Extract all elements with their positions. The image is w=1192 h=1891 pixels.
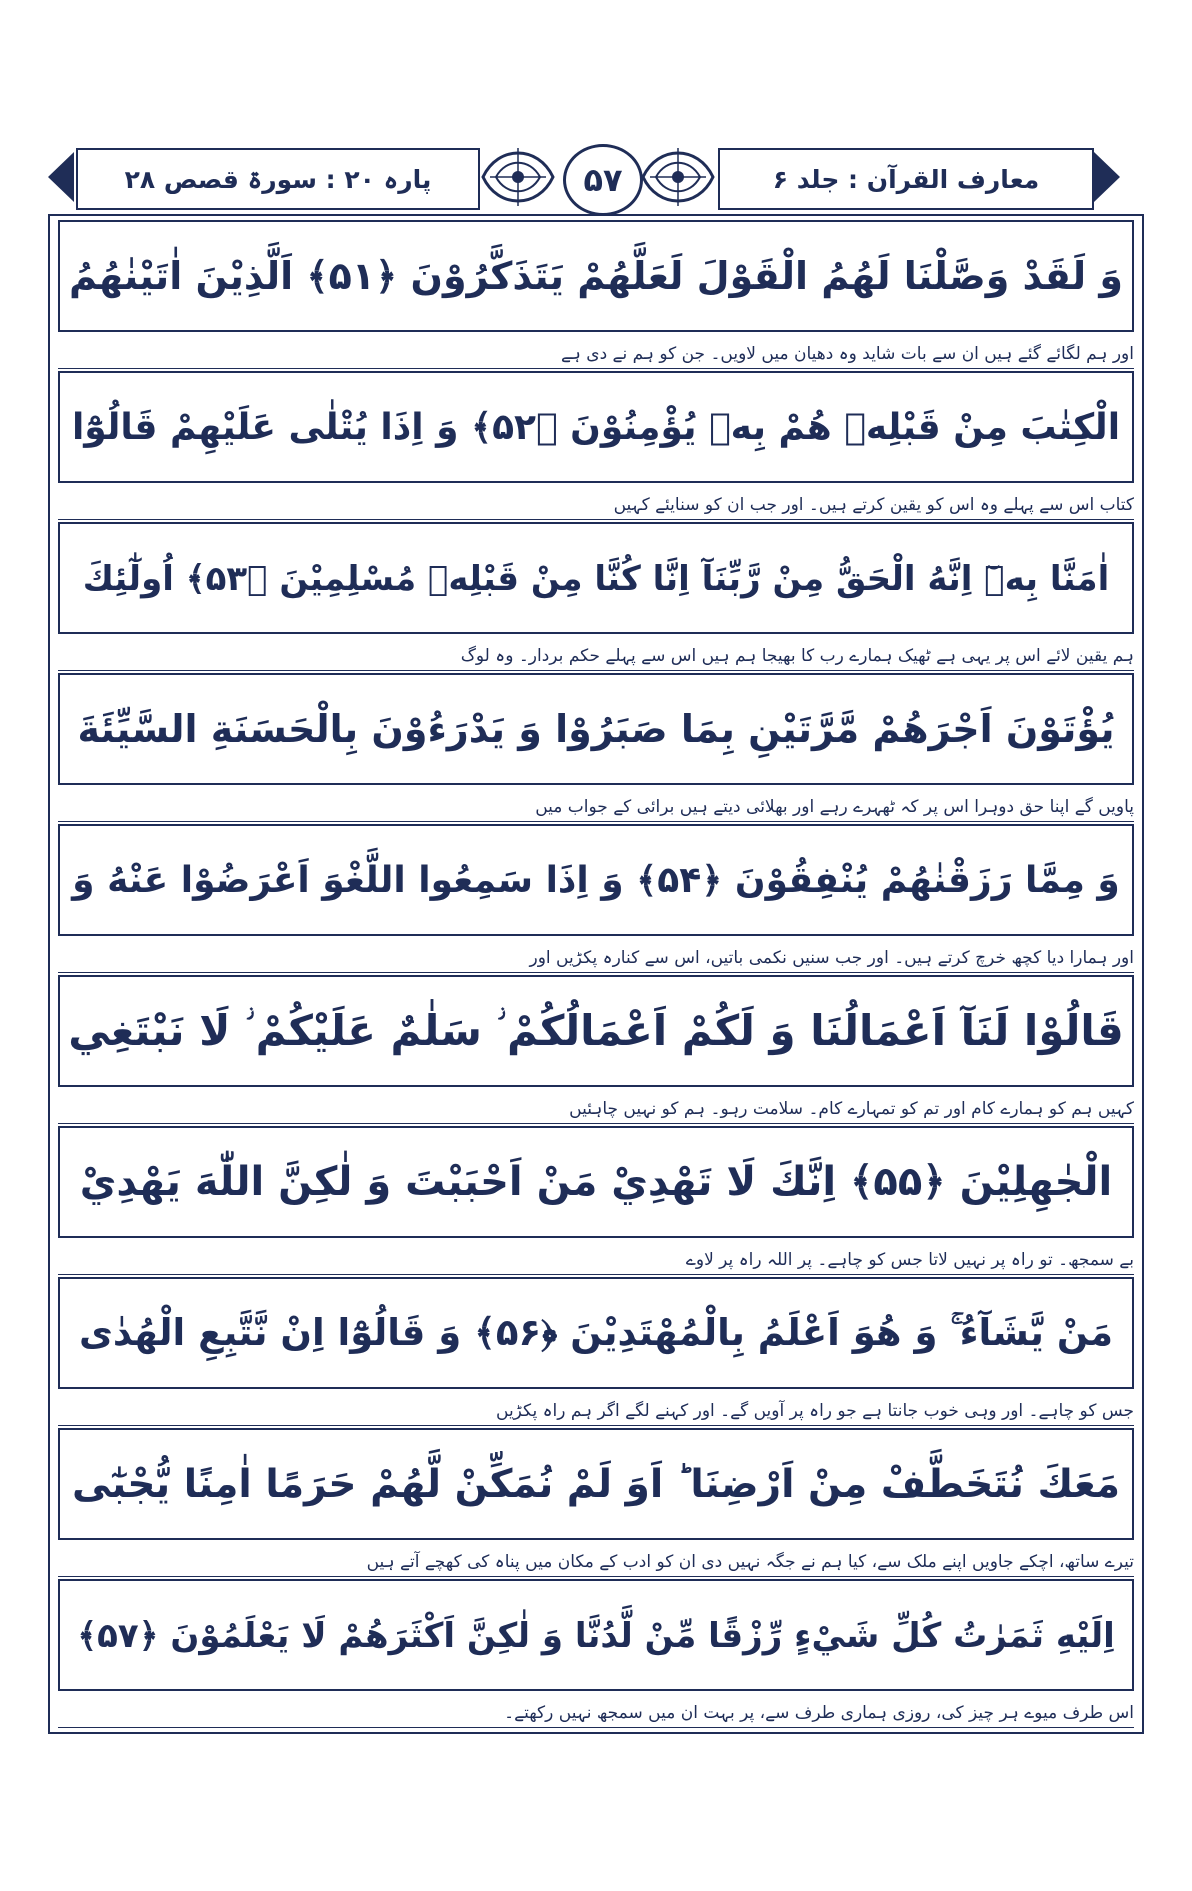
arabic-verse-line: مَنْ يَّشَآءُ ۚ وَ هُوَ اَعْلَمُ بِالْمُهْتَدِيْنَ ﴿۵۶﴾ وَ قَالُوْٓا اِنْ نَّتَّبِعِ الْهُدٰى — [58, 1277, 1134, 1389]
arabic-verse-line: قَالُوْا لَنَآ اَعْمَالُنَا وَ لَكُمْ اَعْمَالُكُمْ ؗ سَلٰمٌ عَلَيْكُمْ ؗ لَا نَبْتَغِي — [58, 975, 1134, 1087]
header-arrow-right — [1094, 152, 1120, 202]
arabic-verse-line: وَ لَقَدْ وَصَّلْنَا لَهُمُ الْقَوْلَ لَعَلَّهُمْ يَتَذَكَّرُوْنَ ﴿۵۱﴾ اَلَّذِيْنَ اٰتَيْنٰهُمُ — [58, 220, 1134, 332]
urdu-translation-line: اور ہمارا دیا کچھ خرچ کرتے ہیں۔ اور جب سنیں نکمی باتیں، اس سے کنارہ پکڑیں اور — [58, 942, 1134, 973]
floral-ornament-icon — [638, 140, 718, 214]
page-frame — [48, 214, 1144, 1734]
page-header — [48, 140, 1123, 218]
urdu-translation-line: جس کو چاہے۔ اور وہی خوب جانتا ہے جو راہ پر آویں گے۔ اور کہنے لگے اگر ہم راہ پکڑیں — [58, 1395, 1134, 1426]
page-number-oval — [563, 144, 643, 216]
arabic-verse-line: يُؤْتَوْنَ اَجْرَهُمْ مَّرَّتَيْنِ بِمَا صَبَرُوْا وَ يَدْرَءُوْنَ بِالْحَسَنَةِ السَّيِّئَةَ — [58, 673, 1134, 785]
urdu-translation-line: ہم یقین لائے اس پر یہی ہے ٹھیک ہمارے رب کا بھیجا ہم ہیں اس سے پہلے حکم بردار۔ وہ لوگ — [58, 640, 1134, 671]
book-title-box — [718, 148, 1094, 210]
urdu-translation-line: اور ہم لگائے گئے ہیں ان سے بات شاید وہ دھیان میں لاویں۔ جن کو ہم نے دی ہے — [58, 338, 1134, 369]
urdu-translation-line: تیرے ساتھ، اچکے جاویں اپنے ملک سے، کیا ہم نے جگہ نہیں دی ان کو ادب کے مکان میں پناہ کی کھچے آتے ہیں — [58, 1546, 1134, 1577]
urdu-translation-line: کتاب اس سے پہلے وہ اس کو یقین کرتے ہیں۔ اور جب ان کو سنایئے کہیں — [58, 489, 1134, 520]
urdu-translation-line: بے سمجھ۔ تو راہ پر نہیں لاتا جس کو چاہے۔ پر اللہ راہ پر لاوے — [58, 1244, 1134, 1275]
arabic-verse-line: وَ مِمَّا رَزَقْنٰهُمْ يُنْفِقُوْنَ ﴿۵۴﴾ وَ اِذَا سَمِعُوا اللَّغْوَ اَعْرَضُوْا عَنْهُ وَ — [58, 824, 1134, 936]
floral-ornament-icon — [478, 140, 558, 214]
urdu-translation-line: کہیں ہم کو ہمارے کام اور تم کو تمہارے کام۔ سلامت رہو۔ ہم کو نہیں چاہئیں — [58, 1093, 1134, 1124]
surah-para-label: پارہ ۲۰ : سورۃ قصص ۲۸ — [124, 164, 432, 194]
arabic-verse-line: الْكِتٰبَ مِنْ قَبْلِهٖ هُمْ بِهٖ يُؤْمِنُوْنَ ﴿۵۲﴾ وَ اِذَا يُتْلٰى عَلَيْهِمْ قَالُوْٓا — [58, 371, 1134, 483]
page-number: ۵۷ — [583, 161, 623, 199]
surah-para-label-box — [76, 148, 480, 210]
arabic-verse-line: اِلَيْهِ ثَمَرٰتُ كُلِّ شَيْءٍ رِّزْقًا مِّنْ لَّدُنَّا وَ لٰكِنَّ اَكْثَرَهُمْ لَا يَعْلَمُوْنَ ﴿۵۷﴾ — [58, 1579, 1134, 1691]
arabic-verse-line: الْجٰهِلِيْنَ ﴿۵۵﴾ اِنَّكَ لَا تَهْدِيْ مَنْ اَحْبَبْتَ وَ لٰكِنَّ اللّٰهَ يَهْدِيْ — [58, 1126, 1134, 1238]
arabic-verse-line: مَعَكَ نُتَخَطَّفْ مِنْ اَرْضِنَا ؕ اَوَ لَمْ نُمَكِّنْ لَّهُمْ حَرَمًا اٰمِنًا يُّجْبٰٓى — [58, 1428, 1134, 1540]
header-arrow-left — [48, 152, 74, 202]
urdu-translation-line: اس طرف میوے ہر چیز کی، روزی ہماری طرف سے، پر بہت ان میں سمجھ نہیں رکھتے۔ — [58, 1697, 1134, 1728]
book-title: معارف القرآن : جلد ۶ — [772, 164, 1040, 194]
arabic-verse-line: اٰمَنَّا بِهٖٓ اِنَّهُ الْحَقُّ مِنْ رَّبِّنَآ اِنَّا كُنَّا مِنْ قَبْلِهٖ مُسْلِمِيْنَ ﴿۵۳﴾ اُولٰٓئِكَ — [58, 522, 1134, 634]
urdu-translation-line: پاویں گے اپنا حق دوہرا اس پر کہ ٹھہرے رہے اور بھلائی دیتے ہیں برائی کے جواب میں — [58, 791, 1134, 822]
